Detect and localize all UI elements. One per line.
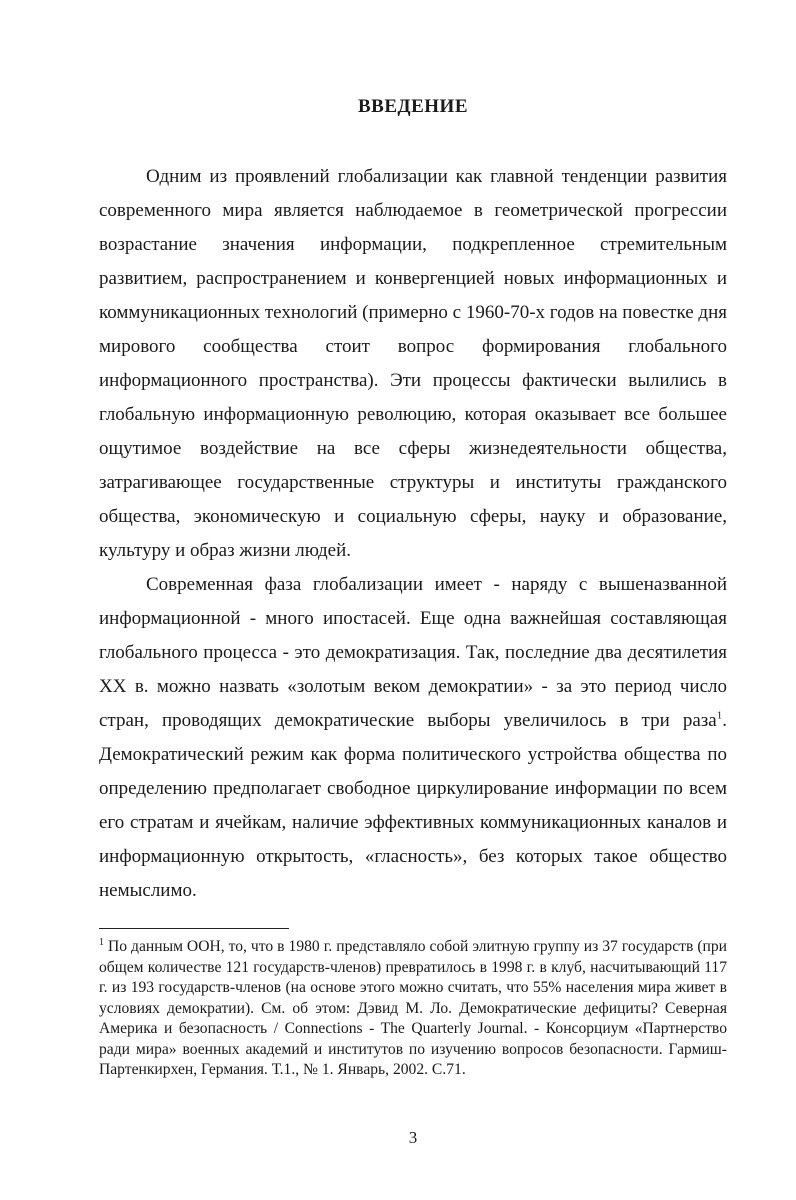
paragraph-1-text: Одним из проявлений глобализации как главной тенденции развития современного мира является наблюдаемое в геометрической прогрессии возрастание значения информации, подкрепленное стремительным развитием, распространением и конвергенцией новых информационных и коммуникационных технологий (примерно с 1960-70-х годов на повестке дня мирового сообщества стоит вопрос формирования глобального информационного пространства). Эти процессы фактически вылились в глобальную информационную революцию, которая оказывает все большее ощутимое воздействие на все сферы жизнедеятельности общества, затрагивающее государственные структуры и институты гражданского общества, экономическую и социальную сферы, науку и образование, культуру и образ жизни людей. [99, 166, 727, 561]
footnote-marker: 1 [99, 936, 104, 948]
paragraph-1 [99, 160, 727, 568]
paragraph-2-text-after: . Демократический режим как форма политического устройства общества по определению предполагает свободное циркулирование информации по всем его стратам и ячейкам, наличие эффективных коммуникационных каналов и информационную открытость, «гласность», без которых такое общество немыслимо. [99, 710, 727, 901]
paragraph-2 [99, 568, 727, 908]
main-text [99, 160, 727, 908]
footnote-reference: 1 [716, 709, 723, 722]
footnote-text: По данным ООН, то, что в 1980 г. представляло собой элитную группу из 37 государств (при общем количестве 121 государств-членов) превратилось в 1998 г. в клуб, насчитывающий 117 г. из 193 государств-членов (на основе этого можно считать, что 55% населения мира живет в условиях демократии). См. об этом: Дэвид М. Ло. Демократические дефициты? Северная Америка и безопасность / Connections - The Quarterly Journal. - Консорциум «Партнерство ради мира» военных академий и институтов по изучению вопросов безопасности. Гармиш-Партенкирхен, Германия. Т.1., № 1. Январь, 2002. С.71. [99, 938, 727, 1078]
footnote [99, 937, 727, 1081]
footnote-divider [99, 928, 289, 929]
paragraph-2-text-before: Современная фаза глобализации имеет - наряду с вышеназванной информационной - много ипостасей. Еще одна важнейшая составляющая глобального процесса - это демократизация. Так, последние два десятилетия XX в. можно назвать «золотым веком демократии» - за это период число стран, проводящих демократические выборы увеличилось в три раза [99, 574, 727, 731]
page-title: ВВЕДЕНИЕ [358, 96, 468, 117]
page-number: 3 [408, 1128, 418, 1147]
